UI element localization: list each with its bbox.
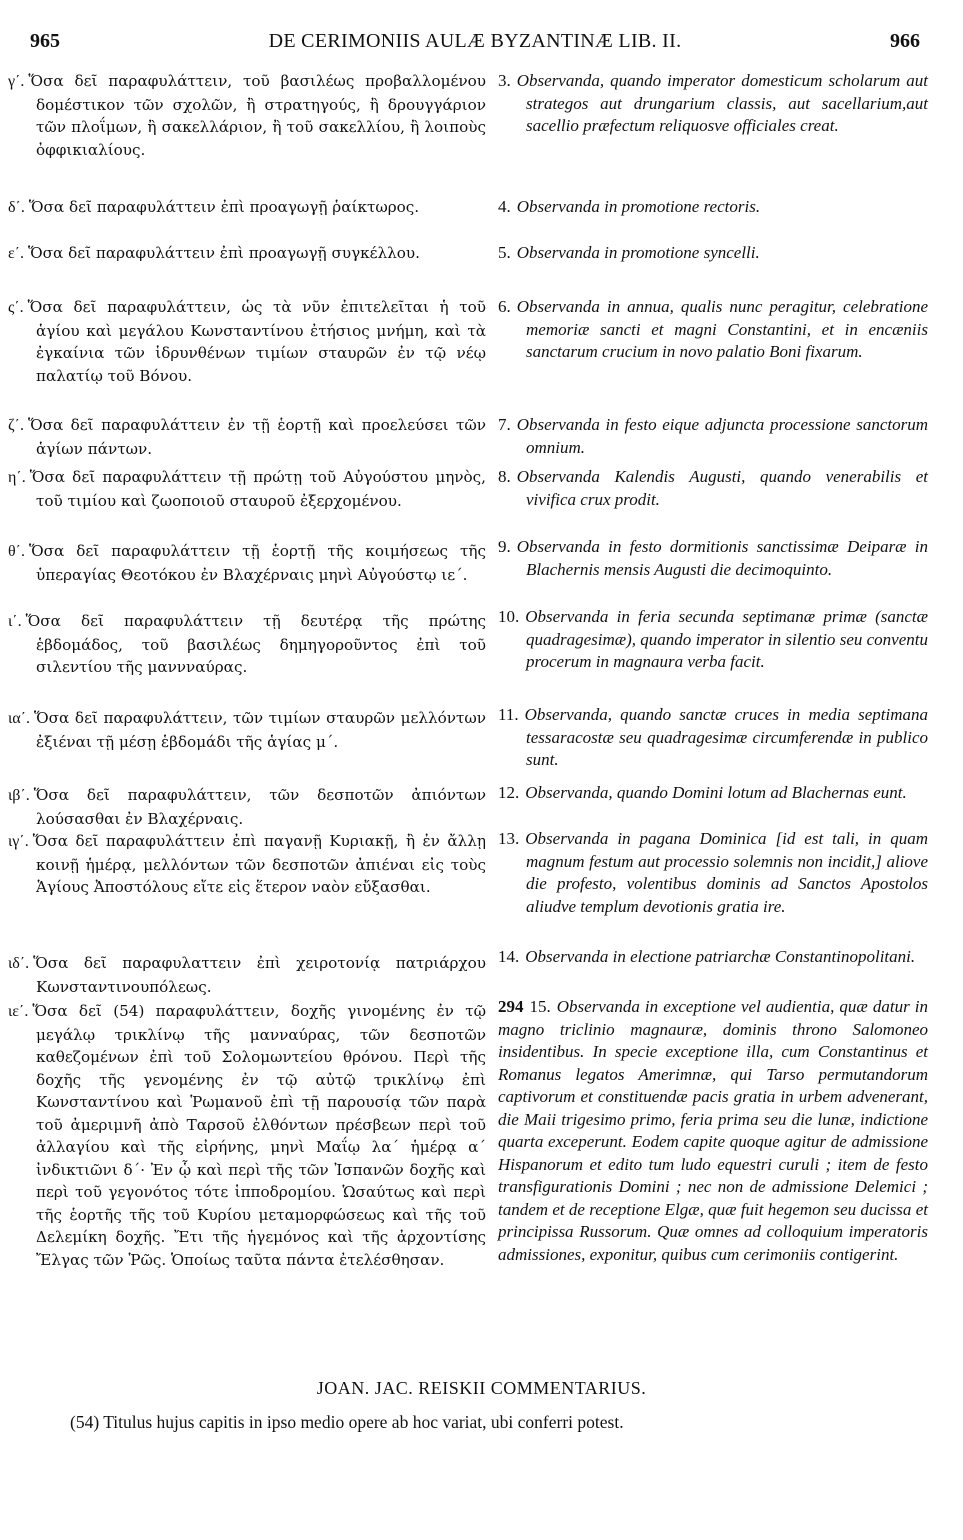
entry-number: 7. (498, 415, 511, 434)
entry-text: Ὅσα δεῖ παραφυλάττειν, ὡς τὰ νῦν ἐπιτελεῖται ἡ τοῦ ἁγίου καὶ μεγάλου Κωνσταντίνου ἐτήσιος μνήμη, καὶ τὰ ἐγκαίνια τῶν ἱδρυνθένων τιμίων σταυρῶν ἐν τῷ νέῳ παλατίῳ τοῦ Βόνου. (27, 298, 486, 385)
entry-text: Ὅσα δεῖ παραφυλαττειν ἐπὶ χειροτονίᾳ πατριάρχου Κωνσταντινουπόλεως. (33, 954, 486, 996)
entry-text: Observanda in promotione rectoris. (516, 197, 761, 216)
entry-number: γ΄. (8, 73, 25, 90)
entry-number: 11. (498, 705, 519, 724)
greek-entry-3 (8, 70, 486, 161)
entry-text: Ὅσα δεῖ παραφυλάττειν, τοῦ βασιλέως προβαλλομένου δομέστικον τῶν σχολῶν, ἢ στρατηγούς, ἢ δρουγγάριον τῶν πλοΐμων, ἢ σακελλάριον, ἢ τοῦ σακελλίου, ἢ λοιποὺς ὀφφικιαλίους. (28, 72, 486, 159)
entry-number: ιδ΄. (8, 955, 30, 972)
latin-entry-10 (498, 606, 928, 674)
greek-entry-8 (8, 466, 486, 512)
entry-number: ς΄. (8, 299, 24, 316)
greek-entry-7 (8, 414, 486, 460)
entry-text: Ὅσα δεῖ παραφυλάττειν ἐπὶ προαγωγῇ ῥαίκτωρος. (28, 198, 420, 216)
entry-number: 10. (498, 607, 520, 626)
page-number-left: 965 (30, 30, 60, 52)
latin-entry-9 (498, 536, 928, 581)
entry-number: 14. (498, 947, 520, 966)
entry-text: Ὅσα δεῖ παραφυλάττειν τῇ δευτέρᾳ τῆς πρώτης ἑβδομάδος, τοῦ βασιλέως δημηγοροῦντος ἐπὶ τοῦ σιλεντίου τῆς μαννναύρας. (25, 612, 486, 676)
entry-text: Observanda, quando imperator domesticum scholarum aut strategos aut drungarium classis, aut sacellarium,aut sacellio præfectum reliquosve officiales creat. (516, 71, 928, 135)
running-title: DE CERIMONIIS AULÆ BYZANTINÆ LIB. II. (268, 30, 682, 52)
latin-entry-5 (498, 242, 928, 265)
entry-number: 13. (498, 829, 520, 848)
greek-entry-6 (8, 296, 486, 387)
footnote: (54) Titulus hujus capitis in ipso medio opere ab hoc variat, ubi conferri potest. (70, 1412, 624, 1432)
latin-entry-8 (498, 466, 928, 511)
entry-number: ιε΄. (8, 1003, 29, 1020)
entry-text: Observanda in annua, qualis nunc peragitur, celebratione memoriæ sancti et magni Constantini, et in encæniis sanctarum crucium in novo palatio Boni fixarum. (516, 297, 928, 361)
greek-entry-9 (8, 540, 486, 586)
greek-entry-12 (8, 784, 486, 830)
greek-entry-15 (8, 1000, 486, 1271)
entry-number: δ΄. (8, 199, 25, 216)
latin-entry-14 (498, 946, 928, 969)
entry-text: Observanda in festo eique adjuncta processione sanctorum omnium. (516, 415, 928, 457)
latin-entry-4 (498, 196, 928, 219)
latin-entry-12 (498, 782, 928, 805)
latin-entry-13 (498, 828, 928, 918)
entry-text: Observanda Kalendis Augusti, quando venerabilis et vivifica crux prodit. (516, 467, 928, 509)
running-header (30, 30, 920, 60)
page-number-right: 966 (890, 30, 920, 52)
greek-entry-10 (8, 610, 486, 679)
entry-number: 12. (498, 783, 520, 802)
greek-entry-4 (8, 196, 486, 220)
latin-entry-11 (498, 704, 928, 772)
greek-entry-11 (8, 707, 486, 753)
entry-number: 6. (498, 297, 511, 316)
entry-number: 3. (498, 71, 511, 90)
latin-entry-15 (498, 996, 928, 1266)
entry-text: Ὅσα δεῖ παραφυλάττειν ἐν τῇ ἑορτῇ καὶ προελεύσει τῶν ἁγίων πάντων. (27, 416, 486, 458)
latin-entry-3 (498, 70, 928, 138)
entry-text: Ὅσα δεῖ (54) παραφυλάττειν, δοχῆς γινομένης ἐν τῷ μεγάλῳ τρικλίνῳ τῆς μανναύρας, τῶν δεσποτῶν καθεζομένων ἐπὶ τοῦ Σολομωντείου θρόνου. Περὶ τῆς δοχῆς τῆς γενομένης ἐν τῷ αὐτῷ τρικλίνῳ ἐπὶ Κωνσταντίνου καὶ Ῥωμανοῦ ἐπὶ τῇ παρουσίᾳ τῶν παρὰ τοῦ ἀμεριμνῆ ἀπὸ Ταρσοῦ ἐλθόντων πρέσβεων περὶ τοῦ ἀλλαγίου καὶ τῆς εἰρήνης, μηνὶ Μαΐῳ λα΄ ἡμέρᾳ α΄ ἰνδικτιῶνι δ΄· Ἐν ᾧ καὶ περὶ τῆς τῶν Ἰσπανῶν δοχῆς καὶ περὶ τοῦ γεγονότος τότε ἱπποδρομίου. Ὡσαύτως καὶ περὶ τῆς ἑορτῆς τῆς τοῦ Κυρίου μεταμορφώσεως καὶ τῆς τοῦ Δελεμίκη δοχῆς. Ἔτι τῆς ἡγεμόνος καὶ τῆς ἀρχοντίσης Ἔλγας τῶν Ῥῶς. Ὁποίως ταῦτα πάντα ἐτελέσθησαν. (32, 1002, 486, 1269)
greek-entry-5 (8, 242, 486, 266)
greek-entry-14 (8, 952, 486, 998)
entry-number: 9. (498, 537, 511, 556)
entry-number: ιγ΄. (8, 833, 29, 850)
entry-text: Observanda in promotione syncelli. (516, 243, 760, 262)
entry-text: Observanda, quando Domini lotum ad Blachernas eunt. (525, 783, 907, 802)
entry-number: ια΄. (8, 710, 31, 727)
entry-text: Ὅσα δεῖ παραφυλάττειν ἐπὶ προαγωγῇ συγκέλλου. (28, 244, 420, 262)
entry-number: 15. (529, 997, 551, 1016)
entry-number: ζ΄. (8, 417, 24, 434)
greek-entry-13 (8, 830, 486, 899)
entry-number: ε΄. (8, 245, 25, 262)
entry-number: η΄. (8, 469, 26, 486)
entry-text: Ὅσα δεῖ παραφυλάττειν τῇ ἑορτῇ τῆς κοιμήσεως τῆς ὑπεραγίας Θεοτόκου ἐν Βλαχέρναις μηνὶ Αὐγούστῳ ιε΄. (29, 542, 486, 584)
margin-reference: 294 (498, 997, 524, 1016)
commentary-heading: JOAN. JAC. REISKII COMMENTARIUS. (316, 1378, 647, 1398)
entry-number: 8. (498, 467, 511, 486)
entry-text: Ὅσα δεῖ παραφυλάττειν τῇ πρώτῃ τοῦ Αὐγούστου μηνὸς, τοῦ τιμίου καὶ ζωοποιοῦ σταυροῦ ἐξερχομένου. (29, 468, 486, 510)
entry-number: 5. (498, 243, 511, 262)
latin-entry-6 (498, 296, 928, 364)
entry-number: ι΄. (8, 613, 22, 630)
entry-text: Observanda in electione patriarchæ Constantinopolitani. (525, 947, 916, 966)
entry-text: Observanda in pagana Dominica [id est tali, in quam magnum festum aut processio solemnis non incidit,] aliove die profesto, volentibus dominis ad Sanctos Apostolos aliudve templum devotionis gratia ire. (525, 829, 928, 916)
entry-text: Observanda in exceptione vel audientia, quæ datur in magno triclinio magnauræ, dominis throno Salomoneo insidentibus. In specie exceptione illa, cum Constantinus et Romanus legatos Amerimnæ, qui Tarso permutandorum captivorum et constituendæ pacis gratia in urbem advenerant, die Maii trigesimo primo, feria prima seu die lunæ, indictione quarta exceperunt. Eodem capite quoque agitur de admissione Hispanorum et edito tum ludo equestri curuli ; item de festo transfigurationis Domini ; nec non de admissione Delemici ; tandem et de receptione Elgæ, quæ fuit hegemon seu ducissa et principissa Russorum. Quæ omnes ad colloquium imperatoris admissiones, exponitur, quibus cum cerimoniis contigerint. (498, 997, 928, 1264)
entry-text: Ὅσα δεῖ παραφυλάττειν, τῶν δεσποτῶν ἀπιόντων λούσασθαι ἐν Βλαχέρναις. (33, 786, 486, 828)
entry-text: Ὅσα δεῖ παραφυλάττειν, τῶν τιμίων σταυρῶν μελλόντων ἐξιέναι τῇ μέσῃ ἑβδομάδι τῆς ἁγίας μ΄. (34, 709, 486, 751)
entry-text: Ὅσα δεῖ παραφυλάττειν ἐπὶ παγανῇ Κυριακῇ, ἢ ἐν ἄλλῃ κοινῇ ἡμέρᾳ, μελλόντων τῶν δεσποτῶν ἀπιέναι εἰς τοὺς Ἁγίους Ἀποστόλους εἴτε εἰς ἕτερον ναὸν εὔξασθαι. (32, 832, 486, 896)
entry-text: Observanda, quando sanctæ cruces in media septimana tessaracostæ seu quadragesimæ circumferendæ in publico sunt. (524, 705, 928, 769)
latin-entry-7 (498, 414, 928, 459)
entry-number: ιβ΄. (8, 787, 30, 804)
entry-number: θ΄. (8, 543, 25, 560)
entry-text: Observanda in feria secunda septimanæ primæ (sanctæ quadragesimæ), quando imperator in silentio seu conventu procerum in magnaura verba facit. (525, 607, 928, 671)
entry-number: 4. (498, 197, 511, 216)
entry-text: Observanda in festo dormitionis sanctissimæ Deiparæ in Blachernis mensis Augusti die decimoquinto. (516, 537, 928, 579)
